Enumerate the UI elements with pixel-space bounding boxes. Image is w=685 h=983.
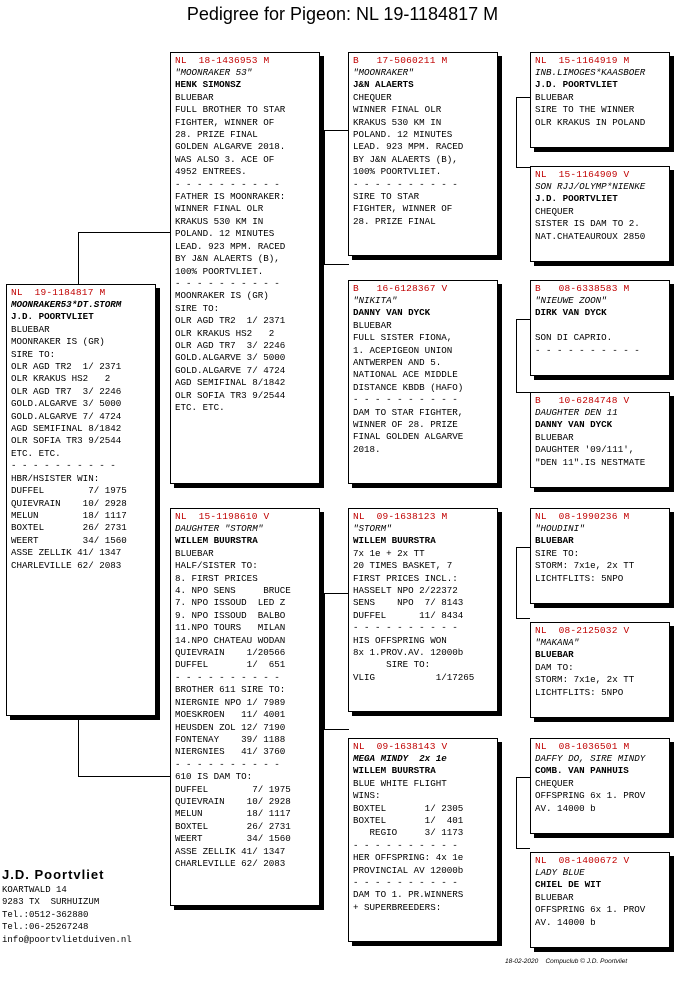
breeder-name: WILLEM BUURSTRA [175, 535, 258, 547]
connector-line [516, 848, 530, 849]
pigeon-name: DAFFY DO, SIRE MINDY [535, 753, 646, 764]
footer-credit: 18-02-2020 Compuclub © J.D. Poortvliet [505, 958, 628, 965]
card-text-line: KRAKUS 530 KM IN [353, 116, 442, 128]
card-text-line: LICHTFLITS: 5NPO [535, 686, 624, 698]
pigeon-name: DAUGHTER "STORM" [175, 523, 264, 534]
connector-line [78, 717, 79, 777]
breeder-name: J&N ALAERTS [353, 79, 414, 91]
card-text-line: DUFFEL 11/ 8434 [353, 609, 464, 621]
card-text-line: SIRE TO STAR [353, 191, 420, 203]
card-text-line: 100% POORTVLIET. [175, 265, 264, 277]
card-text-line: 9. NPO ISSOUD BALBO [175, 609, 286, 621]
card-text-line: ASSE ZELLIK 41/ 1347 [175, 845, 286, 857]
card-text-line: 8x 1.PROV.AV. 12000b [353, 647, 464, 659]
card-text-line: CHEQUER [535, 777, 574, 789]
connector-line [78, 232, 79, 284]
card-text-line: HBR/HSISTER WIN: [11, 472, 100, 484]
card-text-line: DAUGHTER '09/111', [535, 444, 635, 456]
connector-line [516, 97, 530, 98]
card-text-line: - - - - - - - - - - [175, 671, 280, 683]
card-text-line: 28. PRIZE FINAL [175, 129, 258, 141]
card-text-line: DUFFEL 7/ 1975 [11, 485, 127, 497]
card-text-line: AGD SEMIFINAL 8/1842 [11, 423, 122, 435]
card-text-line: OFFSPRING 6x 1. PROV [535, 904, 646, 916]
card-text-line: 4952 ENTREES. [175, 166, 247, 178]
pigeon-card-subject [6, 284, 156, 716]
pigeon-name: "HOUDINI" [535, 523, 585, 534]
card-text-line: BLUEBAR [353, 319, 392, 331]
card-text-line: MELUN 18/ 1117 [11, 509, 127, 521]
ring-number: NL 19-1184817 M [11, 287, 106, 298]
card-text-line: BLUEBAR [535, 891, 574, 903]
card-text-line: ANTWERPEN AND 5. [353, 357, 442, 369]
ring-number: NL 18-1436953 M [175, 55, 270, 66]
pigeon-card-sire-sire-dam [530, 166, 670, 262]
connector-line [324, 264, 349, 265]
card-text-line: NIERGNIE NPO 1/ 7989 [175, 696, 286, 708]
card-text-line: - - - - - - - - - - [353, 622, 458, 634]
card-text-line: HEUSDEN ZOL 12/ 7190 [175, 721, 286, 733]
card-text-line: OLR AGD TR2 1/ 2371 [175, 315, 286, 327]
pigeon-card-dam [170, 508, 320, 906]
pigeon-card-sire-dam-dam [530, 392, 670, 488]
card-text-line: WEERT 34/ 1560 [11, 534, 127, 546]
breeder-name: CHIEL DE WIT [535, 879, 602, 891]
card-text-line: ASSE ZELLIK 41/ 1347 [11, 547, 122, 559]
connector-line [324, 729, 349, 730]
owner-mobile: Tel.:06-25267248 [2, 922, 89, 933]
card-text-line: BY J&N ALAERTS (B), [175, 253, 280, 265]
breeder-name: J.D. POORTVLIET [11, 311, 94, 323]
card-text-line: SIRE TO THE WINNER [535, 104, 635, 116]
pigeon-card-dam-dam-sire [530, 738, 670, 834]
card-text-line: BLUEBAR [535, 91, 574, 103]
card-text-line: FULL SISTER FIONA, [353, 332, 453, 344]
card-text-line: + SUPERBREEDERS: [353, 901, 442, 913]
pigeon-name: LADY BLUE [535, 867, 585, 878]
card-text-line: QUIEVRAIN 10/ 2928 [175, 795, 291, 807]
card-text-line: FIGHTER, WINNER OF [353, 203, 453, 215]
connector-line [324, 593, 325, 730]
pigeon-name: "STORM" [353, 523, 392, 534]
card-text-line: OLR SOFIA TR3 9/2544 [11, 435, 122, 447]
card-text-line: LEAD. 923 MPM. RACED [175, 240, 286, 252]
card-text-line: FULL BROTHER TO STAR [175, 104, 286, 116]
card-text-line: MELUN 18/ 1117 [175, 808, 291, 820]
pigeon-name: DAUGHTER DEN 11 [535, 407, 618, 418]
card-text-line: HIS OFFSPRING WON [353, 634, 447, 646]
card-text-line: LICHTFLITS: 5NPO [535, 572, 624, 584]
card-text-line: GOLDEN ALGARVE 2018. [175, 141, 286, 153]
breeder-name: J.D. POORTVLIET [535, 79, 618, 91]
card-text-line: MOONRAKER IS (GR) [175, 290, 269, 302]
owner-contact-block [2, 866, 132, 946]
ring-number: NL 08-1400672 V [535, 855, 630, 866]
card-text-line: BOXTEL 1/ 401 [353, 815, 464, 827]
card-text-line: OLR KRAKUS HS2 2 [175, 327, 275, 339]
card-text-line: HALF/SISTER TO: [175, 560, 258, 572]
connector-line [516, 547, 530, 548]
card-text-line: HER OFFSPRING: 4x 1e [353, 852, 464, 864]
pigeon-name: "NIEUWE ZOON" [535, 295, 607, 306]
pigeon-name: "MOONRAKER" [353, 67, 414, 78]
card-text-line: AV. 14000 b [535, 802, 596, 814]
pigeon-card-sire-sire-sire [530, 52, 670, 148]
breeder-name: COMB. VAN PANHUIS [535, 765, 629, 777]
card-text-line: 11.NPO TOURS MILAN [175, 622, 286, 634]
card-text-line: SIRE TO: [175, 302, 220, 314]
ring-number: NL 09-1638123 M [353, 511, 448, 522]
ring-number: NL 08-1036501 M [535, 741, 630, 752]
card-text-line: POLAND. 12 MINUTES [175, 228, 275, 240]
card-text-line: CHARLEVILLE 62/ 2083 [11, 559, 122, 571]
card-text-line: WINNER OF 28. PRIZE [353, 419, 458, 431]
card-text-line: - - - - - - - - - - [353, 394, 458, 406]
breeder-name: BLUEBAR [535, 649, 574, 661]
card-text-line: KRAKUS 530 KM IN [175, 215, 264, 227]
card-text-line: HASSELT NPO 2/22372 [353, 585, 458, 597]
card-text-line: SISTER IS DAM TO 2. [535, 218, 640, 230]
pigeon-card-dam-sire [348, 508, 498, 712]
card-text-line: OLR KRAKUS HS2 2 [11, 373, 111, 385]
card-text-line: OLR KRAKUS IN POLAND [535, 116, 646, 128]
card-text-line: FIRST PRICES INCL.: [353, 572, 458, 584]
connector-line [78, 776, 170, 777]
card-text-line: - - - - - - - - - - [11, 460, 116, 472]
connector-line [516, 777, 517, 849]
ring-number: NL 15-1164909 V [535, 169, 630, 180]
card-text-line: BLUEBAR [535, 431, 574, 443]
card-text-line: GOLD.ALGARVE 3/ 5000 [11, 398, 122, 410]
card-text-line: BLUEBAR [11, 323, 50, 335]
pigeon-name: "MOONRAKER 53" [175, 67, 253, 78]
ring-number: B 16-6128367 V [353, 283, 448, 294]
card-text-line: ETC. ETC. [175, 401, 225, 413]
card-text-line: GOLD.ALGARVE 3/ 5000 [175, 352, 286, 364]
card-text-line: - - - - - - - - - - [175, 277, 280, 289]
card-text-line: QUIEVRAIN 10/ 2928 [11, 497, 127, 509]
card-text-line: OLR AGD TR7 3/ 2246 [175, 339, 286, 351]
card-text-line: MOONRAKER IS (GR) [11, 336, 105, 348]
card-text-line: BOXTEL 26/ 2731 [11, 522, 127, 534]
card-text-line: - - - - - - - - - - [353, 178, 458, 190]
pigeon-card-dam-dam-dam [530, 852, 670, 948]
connector-line [516, 167, 530, 168]
card-text-line: DUFFEL 7/ 1975 [175, 783, 291, 795]
breeder-name: DANNY VAN DYCK [535, 419, 613, 431]
card-text-line: AGD SEMIFINAL 8/1842 [175, 377, 286, 389]
card-text-line: "DEN 11".IS NESTMATE [535, 456, 646, 468]
owner-address-city: 9283 TX SURHUIZUM [2, 897, 100, 908]
card-text-line: DISTANCE KBDB (HAFO) [353, 381, 464, 393]
card-text-line: CHARLEVILLE 62/ 2083 [175, 857, 286, 869]
pigeon-card-sire [170, 52, 320, 484]
connector-line [78, 232, 170, 233]
owner-email: info@poortvlietduiven.nl [2, 934, 132, 945]
pigeon-name: "NIKITA" [353, 295, 398, 306]
card-text-line: SIRE TO: [353, 659, 431, 671]
card-text-line: BLUE WHITE FLIGHT [353, 777, 447, 789]
connector-line [324, 130, 349, 131]
card-text-line: 7. NPO ISSOUD LED Z [175, 597, 286, 609]
breeder-name: DANNY VAN DYCK [353, 307, 431, 319]
card-text-line: MOESKROEN 11/ 4001 [175, 709, 286, 721]
card-text-line: LEAD. 923 MPM. RACED [353, 141, 464, 153]
card-text-line: GOLD.ALGARVE 7/ 4724 [11, 410, 122, 422]
breeder-name: HENK SIMONSZ [175, 79, 242, 91]
connector-line [516, 392, 530, 393]
ring-number: NL 08-2125032 V [535, 625, 630, 636]
card-text-line: WAS ALSO 3. ACE OF [175, 153, 275, 165]
card-text-line: BLUEBAR [175, 91, 214, 103]
card-text-line: NAT.CHATEAUROUX 2850 [535, 230, 646, 242]
card-text-line: OFFSPRING 6x 1. PROV [535, 790, 646, 802]
ring-number: B 17-5060211 M [353, 55, 448, 66]
card-text-line: FIGHTER, WINNER OF [175, 116, 275, 128]
card-text-line: - - - - - - - - - - [353, 877, 458, 889]
card-text-line: FONTENAY 39/ 1188 [175, 733, 286, 745]
connector-line [516, 618, 530, 619]
pigeon-card-dam-sire-dam [530, 622, 670, 718]
card-text-line: 4. NPO SENS BRUCE [175, 585, 291, 597]
card-text-line: NATIONAL ACE MIDDLE [353, 369, 458, 381]
card-text-line [535, 320, 665, 332]
owner-address-street: KOARTWALD 14 [2, 885, 67, 895]
card-text-line: 2018. [353, 443, 381, 455]
card-text-line: BOXTEL 1/ 2305 [353, 802, 464, 814]
page-title: Pedigree for Pigeon: NL 19-1184817 M [186, 4, 499, 24]
card-text-line: BY J&N ALAERTS (B), [353, 153, 458, 165]
owner-phone: Tel.:0512-362880 [2, 909, 89, 920]
card-text-line: - - - - - - - - - - [175, 178, 280, 190]
pigeon-name: MOONRAKER53*DT.STORM [11, 299, 122, 310]
card-text-line: OLR AGD TR2 1/ 2371 [11, 361, 122, 373]
card-text-line: 20 TIMES BASKET, 7 [353, 560, 453, 572]
pigeon-name: "MAKANA" [535, 637, 580, 648]
card-text-line: BOXTEL 26/ 2731 [175, 820, 291, 832]
ring-number: NL 08-1990236 M [535, 511, 630, 522]
card-text-line: SIRE TO: [11, 348, 56, 360]
card-text-line: 14.NPO CHATEAU WODAN [175, 634, 286, 646]
connector-line [516, 97, 517, 168]
card-text-line: 8. FIRST PRICES [175, 572, 258, 584]
connector-line [324, 130, 325, 265]
card-text-line: STORM: 7x1e, 2x TT [535, 560, 635, 572]
breeder-name: DIRK VAN DYCK [535, 307, 607, 319]
breeder-name: BLUEBAR [535, 535, 574, 547]
connector-line [516, 319, 517, 393]
breeder-name: WILLEM BUURSTRA [353, 765, 436, 777]
card-text-line: GOLD.ALGARVE 7/ 4724 [175, 364, 286, 376]
pigeon-card-sire-dam-sire [530, 280, 670, 376]
card-text-line: FATHER IS MOONRAKER: [175, 191, 286, 203]
card-text-line: WINNER FINAL OLR [353, 104, 442, 116]
ring-number: NL 15-1164919 M [535, 55, 630, 66]
card-text-line: 1. ACEPIGEON UNION [353, 344, 453, 356]
pigeon-name: SON RJJ/OLYMP*NIENKE [535, 181, 646, 192]
card-text-line: STORM: 7x1e, 2x TT [535, 674, 635, 686]
card-text-line: VLIG 1/17265 [353, 671, 475, 683]
owner-name: J.D. Poortvliet [2, 867, 105, 882]
pigeon-name: INB.LIMOGES*KAASBOER [535, 67, 646, 78]
card-text-line: AV. 14000 b [535, 916, 596, 928]
card-text-line: CHEQUER [353, 91, 392, 103]
card-text-line: REGIO 3/ 1173 [353, 827, 464, 839]
card-text-line: FINAL GOLDEN ALGARVE [353, 431, 464, 443]
pigeon-card-sire-dam [348, 280, 498, 484]
card-text-line: WINNER FINAL OLR [175, 203, 264, 215]
breeder-name: J.D. POORTVLIET [535, 193, 618, 205]
breeder-name: WILLEM BUURSTRA [353, 535, 436, 547]
card-text-line: SENS NPO 7/ 8143 [353, 597, 464, 609]
card-text-line: PROVINCIAL AV 12000b [353, 864, 464, 876]
ring-number: NL 09-1638143 V [353, 741, 448, 752]
card-text-line: 100% POORTVLIET. [353, 166, 442, 178]
connector-line [516, 547, 517, 619]
card-text-line: DAM TO 1. PR.WINNERS [353, 889, 464, 901]
card-text-line: 7x 1e + 2x TT [353, 547, 425, 559]
card-text-line: OLR AGD TR7 3/ 2246 [11, 385, 122, 397]
pigeon-card-sire-sire [348, 52, 498, 256]
card-text-line: QUIEVRAIN 1/20566 [175, 647, 286, 659]
card-text-line: WEERT 34/ 1560 [175, 833, 291, 845]
card-text-line: - - - - - - - - - - [175, 758, 280, 770]
pigeon-name: MEGA MINDY 2x 1e [353, 753, 447, 764]
connector-line [324, 593, 349, 594]
pigeon-card-dam-sire-sire [530, 508, 670, 604]
card-text-line: OLR SOFIA TR3 9/2544 [175, 389, 286, 401]
card-text-line: CHEQUER [535, 205, 574, 217]
card-text-line: BROTHER 611 SIRE TO: [175, 684, 286, 696]
card-text-line: NIERGNIES 41/ 3760 [175, 746, 286, 758]
card-text-line: 28. PRIZE FINAL [353, 215, 436, 227]
card-text-line: WINS: [353, 790, 381, 802]
card-text-line: - - - - - - - - - - [353, 839, 458, 851]
card-text-line: DAM TO: [535, 661, 574, 673]
card-text-line: DAM TO STAR FIGHTER, [353, 406, 464, 418]
card-text-line: POLAND. 12 MINUTES [353, 129, 453, 141]
card-text-line: SIRE TO: [535, 547, 580, 559]
ring-number: B 10-6284748 V [535, 395, 630, 406]
pigeon-card-dam-dam [348, 738, 498, 942]
card-text-line: ETC. ETC. [11, 447, 61, 459]
connector-line [516, 777, 530, 778]
card-text-line: SON DI CAPRIO. [535, 332, 613, 344]
connector-line [516, 319, 530, 320]
ring-number: B 08-6338583 M [535, 283, 630, 294]
card-text-line: - - - - - - - - - - [535, 344, 640, 356]
card-text-line: BLUEBAR [175, 547, 214, 559]
ring-number: NL 15-1198610 V [175, 511, 270, 522]
card-text-line: 610 IS DAM TO: [175, 771, 253, 783]
card-text-line: DUFFEL 1/ 651 [175, 659, 286, 671]
